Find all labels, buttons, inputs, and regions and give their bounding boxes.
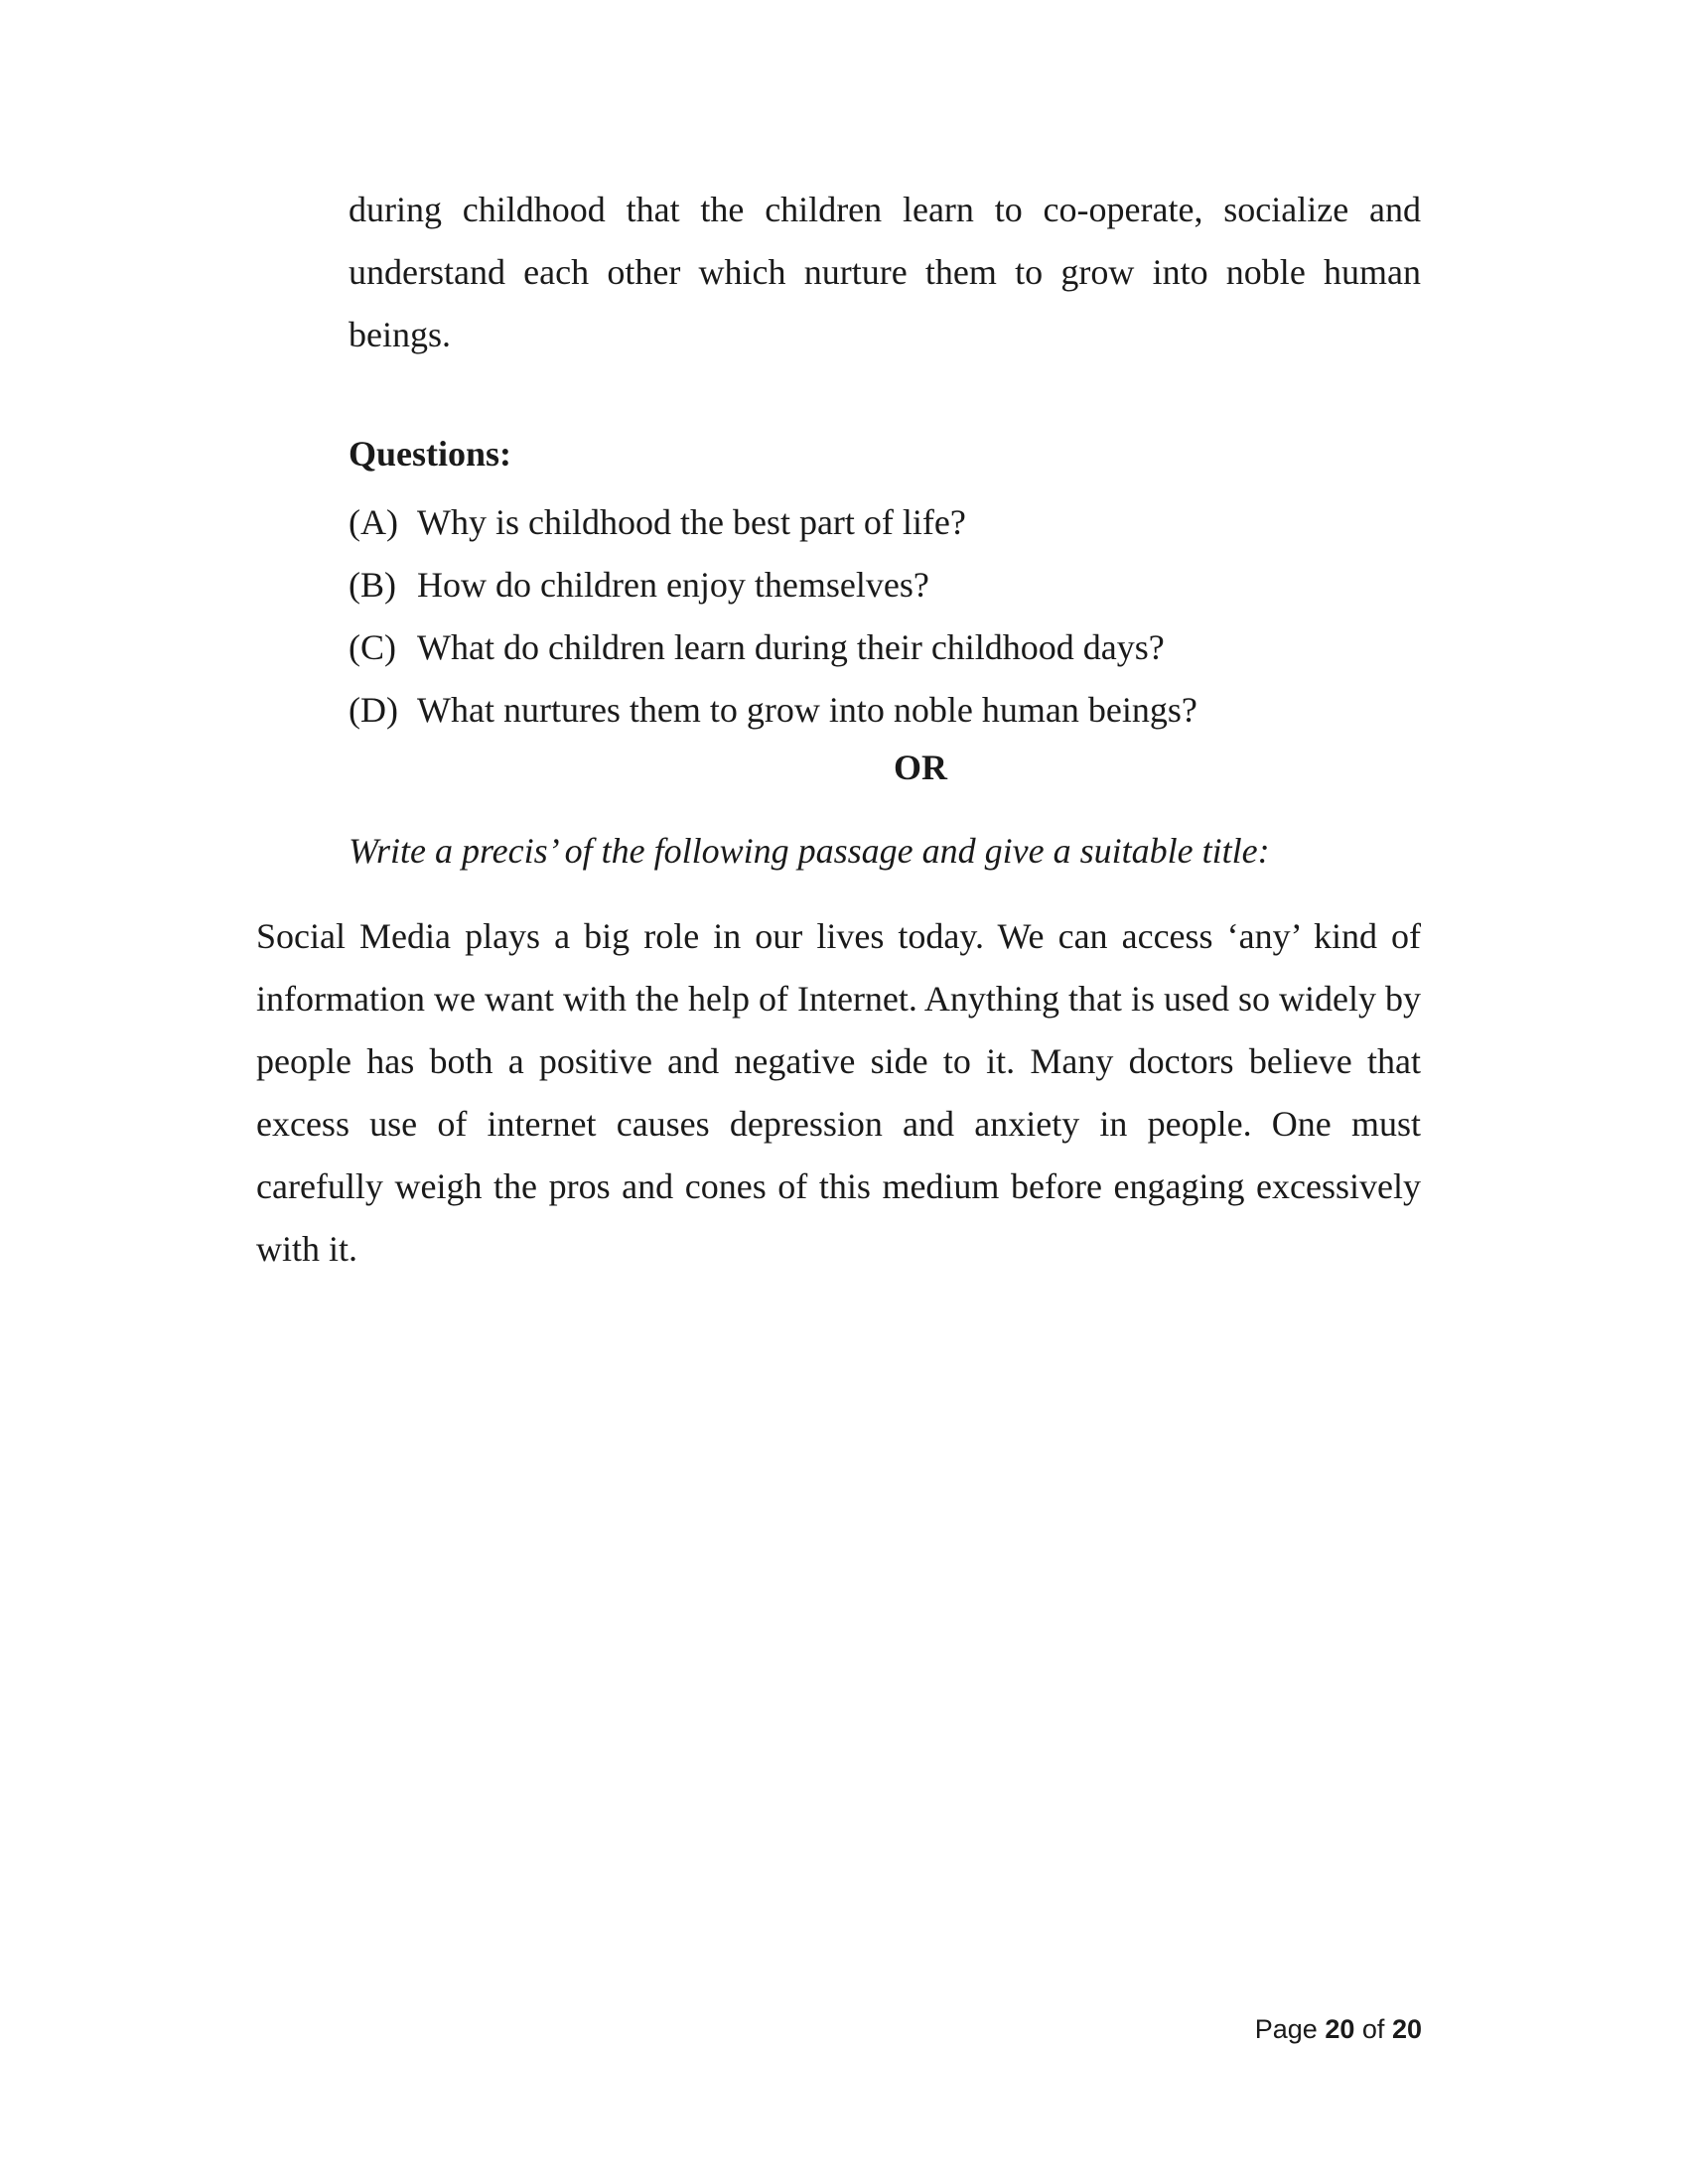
question-item [349,491,1441,554]
question-list [349,491,1441,742]
question-item [349,616,1441,679]
total-page-count: 20 [1391,2014,1422,2044]
of-word: of [1361,2014,1385,2044]
question-item [349,554,1441,616]
question-item [349,679,1441,742]
page-word: Page [1254,2014,1318,2044]
current-page-number: 20 [1325,2014,1355,2044]
questions-heading: Questions: [349,434,512,474]
continued-paragraph: during childhood that the children learn to co-operate, socialize and understand each other which nurture them to grow into noble human beings. [349,190,1421,354]
page-number-footer [1255,2009,1422,2049]
precis-passage: Social Media plays a big role in our lives today. We can access ‘any’ kind of information we want with the help of Internet. Anything that is used so widely by people has both a positive and negative side to it. Many doctors believe that excess use of internet causes depression and anxiety in people. One must carefully weigh the pros and cones of this medium before engaging excessively with it. [256,916,1421,1269]
precis-instruction: Write a precis’ of the following passage and give a suitable title: [349,831,1270,871]
question-letter: (A) [349,502,398,542]
question-letter: (B) [349,565,396,605]
or-separator: OR [894,748,947,787]
question-text: Why is childhood the best part of life? [417,502,966,542]
question-text: What nurtures them to grow into noble human beings? [417,690,1197,730]
question-letter: (C) [349,627,396,667]
question-text: How do children enjoy themselves? [417,565,929,605]
question-letter: (D) [349,690,398,730]
question-text: What do children learn during their childhood days? [417,627,1165,667]
